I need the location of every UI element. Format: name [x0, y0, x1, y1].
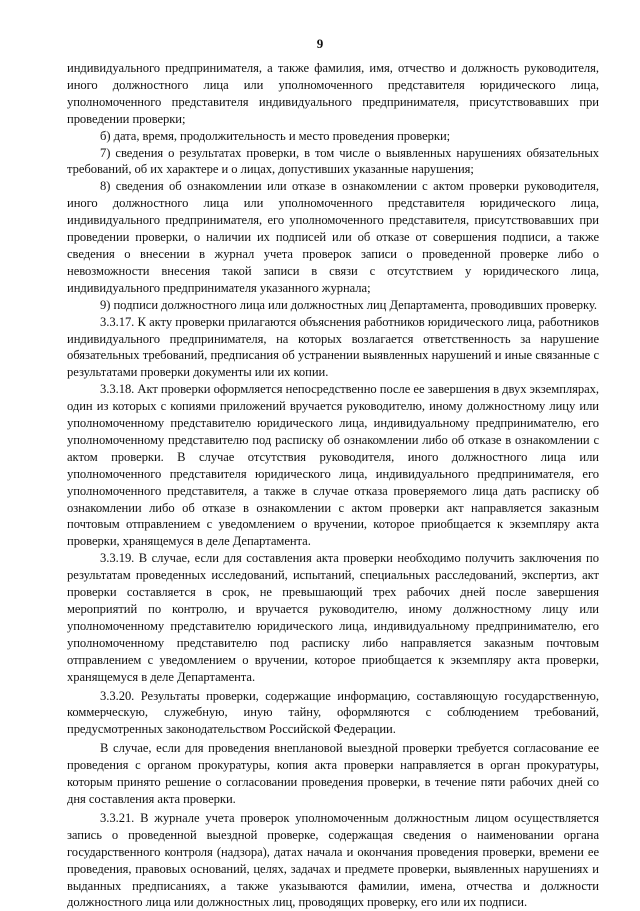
paragraph-item-9: 9) подписи должностного лица или должностных лиц Департамента, проводивших проверку.	[100, 297, 597, 312]
paragraph-3-3-19: 3.3.19. В случае, если для составления акта проверки необходимо получить заключения по результатам проведенных исследований, испытаний, специальных расследований, экспертиз, акт проверки составляется в срок, не превышающий трех рабочих дней после завершения мероприятий по контролю, и вручается руководителю, иному должностному лицу или уполномоченному представителю юридического лица, индивидуальному предпринимателю, его уполномоченному представителю под расписку либо направляется заказным почтовым отправлением с уведомлением о вручении, которое приобщается к экземпляру акта проверки, хранящемуся в деле Департамента.	[67, 551, 599, 684]
paragraph-item-8: 8) сведения об ознакомлении или отказе в ознакомлении с актом проверки руководителя, иного должностного лица или уполномоченного представителя юридического лица, индивидуального предпринимателя, его уполномоченного представителя, присутствовавших при проведении проверки, о наличии их подписей или об отказе от совершения подписи, а также сведения о внесении в журнал учета проверок записи о проведенной проверке либо о невозможности внесения такой записи в связи с отсутствием у юридического лица, индивидуального предпринимателя указанного журнала;	[67, 179, 599, 295]
paragraph-item-6: б) дата, время, продолжительность и место проведения проверки;	[100, 128, 451, 143]
paragraph-3-3-20: 3.3.20. Результаты проверки, содержащие информацию, составляющую государственную, коммерческую, служебную, иную тайну, оформляются с соблюдением требований, предусмотренных законодательством Российской Федерации.	[67, 688, 599, 737]
paragraph-3-3-17: 3.3.17. К акту проверки прилагаются объяснения работников юридического лица, работников индивидуального предпринимателя, на которых возлагается ответственность за нарушение обязательных требований, предписания об устранении выявленных нарушений и иные связанные с результатами проверки документы или их копии.	[67, 314, 599, 380]
paragraph-3-3-21: 3.3.21. В журнале учета проверок уполномоченным должностным лицом осуществляется запись о проведенной выездной проверке, содержащая сведения о наименовании органа государственного контроля (надзора), датах начала и окончания проведения проверки, времени ее проведения, правовых оснований, целях, задачах и предмете проверки, выявленных нарушениях и выданных предписаниях, а также указываются фамилии, имена, отчества и должности должностного лица или должностных лиц, проводящих проверку, его или их подписи.	[67, 810, 599, 910]
paragraph-continuation: индивидуального предпринимателя, а также фамилия, имя, отчество и должность руководителя, иного должностного лица или уполномоченного представителя юридического лица, уполномоченного представителя индивидуального предпринимателя, присутствовавших при проведении проверки;	[67, 61, 599, 126]
paragraph-item-7: 7) сведения о результатах проверки, в том числе о выявленных нарушениях обязательных требований, об их характере и о лицах, допустивших указанные нарушения;	[67, 145, 599, 177]
paragraph-3-3-18: 3.3.18. Акт проверки оформляется непосредственно после ее завершения в двух экземплярах, один из которых с копиями приложений вручается руководителю, иному должностному лицу или уполномоченному представителю юридического лица, индивидуальному предпринимателю, его уполномоченному представителю под расписку об ознакомлении либо об отказе в ознакомлении с актом проверки. В случае отсутствия руководителя, иного должностного лица или уполномоченного представителя юридического лица, индивидуального предпринимателя, его уполномоченного представителя, а также в случае отказа проверяемого лица дать расписку об ознакомлении либо об отказе в ознакомлении с актом проверки акт направляется заказным почтовым отправлением с уведомлением о вручении, которое приобщается к экземпляру акта проверки, хранящемуся в деле Департамента.	[67, 382, 599, 549]
page-number: 9	[316, 36, 324, 51]
paragraph-prosecutor-approval: В случае, если для проведения внеплановой выездной проверки требуется согласование ее проведения с органом прокуратуры, копия акта проверки направляется в орган прокуратуры, которым принято решение о согласовании проведения проверки, в течение пяти рабочих дней со дня составления акта проверки.	[67, 741, 599, 806]
document-body	[67, 60, 599, 911]
